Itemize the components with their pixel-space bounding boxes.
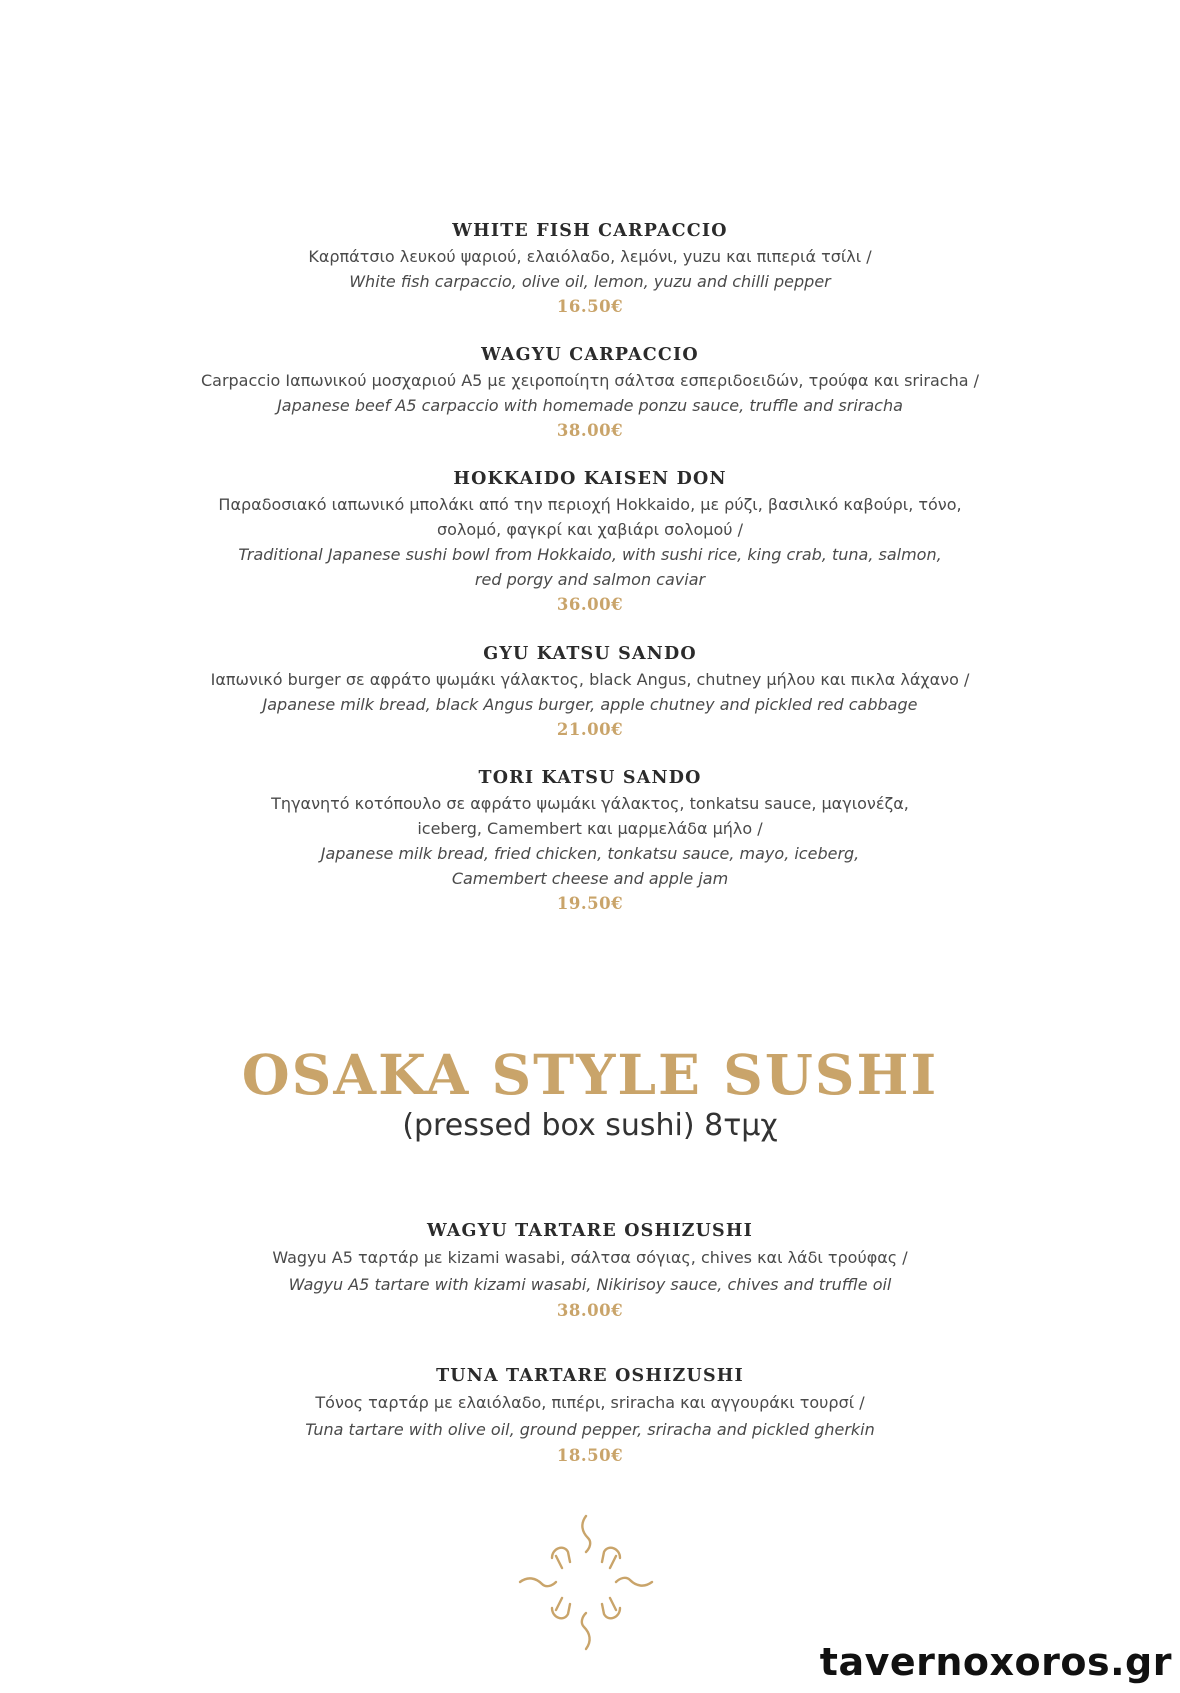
item-title: WAGYU TARTARE OSHIZUSHI: [427, 1221, 753, 1241]
watermark: tavernoxoros.gr: [819, 1640, 1172, 1684]
item-title: HOKKAIDO KAISEN DON: [453, 469, 727, 489]
menu-item: [0, 641, 1180, 743]
section-title: OSAKA STYLE SUSHI: [241, 1042, 939, 1107]
menu-item: [0, 218, 1180, 320]
description-greek: Παραδοσιακό ιαπωνικό μπολάκι από την περιοχή Hokkaido, με ρύζι, βασιλικό καβούρι, τόνο,: [218, 495, 962, 514]
description-english: Traditional Japanese sushi bowl from Hokkaido, with sushi rice, king crab, tuna, salmon,: [238, 545, 942, 564]
item-price: 38.00€: [556, 421, 624, 440]
menu-item: [0, 1363, 1180, 1469]
description-greek: Τόνος ταρτάρ με ελαιόλαδο, πιπέρι, sriracha και αγγουράκι τουρσί /: [315, 1393, 865, 1412]
item-price: 16.50€: [556, 297, 624, 316]
item-title: GYU KATSU SANDO: [483, 644, 697, 664]
description-english: Japanese milk bread, fried chicken, tonkatsu sauce, mayo, iceberg,: [320, 844, 860, 863]
description-greek: Carpaccio Ιαπωνικού μοσχαριού A5 με χειροποίητη σάλτσα εσπεριδοειδών, τρούφα και sriracha /: [200, 371, 980, 390]
description-english: red porgy and salmon caviar: [474, 570, 706, 589]
menu-item: [0, 765, 1180, 917]
description-english: Japanese milk bread, black Angus burger, apple chutney and pickled red cabbage: [262, 695, 918, 714]
description-english: White fish carpaccio, olive oil, lemon, yuzu and chilli pepper: [349, 272, 831, 291]
description-english: Wagyu A5 tartare with kizami wasabi, Nikirisoy sauce, chives and truffle oil: [288, 1275, 892, 1294]
restaurant-logo-icon: [516, 1510, 656, 1655]
item-price: 21.00€: [556, 720, 624, 739]
description-greek: iceberg, Camembert και μαρμελάδα μήλο /: [417, 819, 763, 838]
description-english: Tuna tartare with olive oil, ground pepper, sriracha and pickled gherkin: [305, 1420, 875, 1439]
item-title: TORI KATSU SANDO: [478, 768, 702, 788]
item-title: WAGYU CARPACCIO: [481, 345, 699, 365]
section-subtitle: (pressed box sushi) 8τμχ: [402, 1108, 778, 1143]
item-price: 38.00€: [556, 1301, 624, 1320]
menu-item: [0, 342, 1180, 444]
item-title: TUNA TARTARE OSHIZUSHI: [436, 1366, 744, 1386]
description-english: Camembert cheese and apple jam: [451, 869, 729, 888]
item-price: 19.50€: [556, 894, 624, 913]
description-greek: Wagyu A5 ταρτάρ με kizami wasabi, σάλτσα σόγιας, chives και λάδι τρούφας /: [272, 1248, 908, 1267]
item-title: WHITE FISH CARPACCIO: [452, 221, 728, 241]
menu-item: [0, 466, 1180, 618]
description-english: Japanese beef A5 carpaccio with homemade ponzu sauce, truffle and sriracha: [277, 396, 903, 415]
description-greek: Ιαπωνικό burger σε αφράτο ψωμάκι γάλακτος, black Angus, chutney μήλου και πικλα λάχανο /: [210, 670, 970, 689]
description-greek: σολομό, φαγκρί και χαβιάρι σολομού /: [437, 520, 743, 539]
description-greek: Τηγανητό κοτόπουλο σε αφράτο ψωμάκι γάλακτος, tonkatsu sauce, μαγιονέζα,: [271, 794, 909, 813]
item-price: 36.00€: [556, 595, 624, 614]
menu-item: [0, 1218, 1180, 1324]
item-price: 18.50€: [556, 1446, 624, 1465]
description-greek: Καρπάτσιο λευκού ψαριού, ελαιόλαδο, λεμόνι, yuzu και πιπεριά τσίλι /: [308, 247, 872, 266]
